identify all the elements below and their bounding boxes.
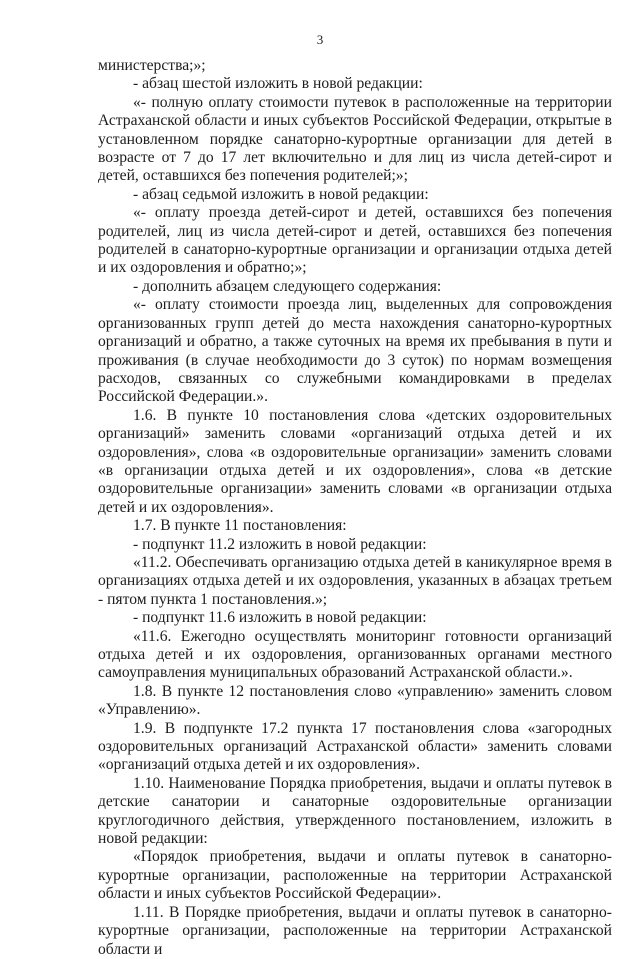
document-paragraph: «- полную оплату стоимости путевок в расположенные на территории Астраханской области и иных субъектов Российской Федерации, открытые в установленном порядке санаторно-курортные организации для детей в возрасте от 7 до 17 лет включительно и для лиц из числа детей-сирот и детей, оставшихся без попечения родителей;»; bbox=[98, 93, 612, 185]
document-paragraph: министерства;»; bbox=[98, 57, 206, 74]
document-paragraph: 1.9. В подпункте 17.2 пункта 17 постановления слова «загородных оздоровительных организаций Астраханской области» заменить словами «организаций отдыха детей и их оздоровления». bbox=[98, 719, 612, 774]
document-paragraph: 1.7. В пункте 11 постановления: bbox=[133, 517, 347, 535]
document-paragraph: - подпункт 11.6 изложить в новой редакции: bbox=[133, 609, 427, 627]
document-paragraph: - дополнить абзацем следующего содержания: bbox=[133, 277, 442, 295]
document-paragraph: «Порядок приобретения, выдачи и оплаты путевок в санаторно-курортные организации, расположенные на территории Астраханской области и иных субъектов Российской Федерации». bbox=[98, 848, 612, 903]
document-paragraph: 1.10. Наименование Порядка приобретения, выдачи и оплаты путевок в детские санатории и санаторные оздоровительные организации круглогодичного действия, утвержденного постановлением, изложить в новой редакции: bbox=[98, 774, 612, 848]
document-paragraph: «- оплату проезда детей-сирот и детей, оставшихся без попечения родителей, лиц из числа детей-сирот и детей, оставшихся без попечения родителей в санаторно-курортные организации и организации отдыха детей и их оздоровления и обратно;»; bbox=[98, 204, 612, 277]
document-paragraph: «11.2. Обеспечивать организацию отдыха детей в каникулярное время в организациях отдыха детей и их оздоровления, указанных в абзацах третьем - пятом пункта 1 постановления.»; bbox=[98, 553, 612, 608]
document-paragraph: «- оплату стоимости проезда лиц, выделенных для сопровождения организованных групп детей до места нахождения санаторно-курортных организаций и обратно, а также суточных на время их пребывания в пути и проживания (в случае необходимости до 3 суток) по нормам возмещения расходов, связанных со служебными командировками в пределах Российской Федерации.». bbox=[98, 296, 612, 406]
document-paragraph: 1.8. В пункте 12 постановления слово «управлению» заменить словом «Управлению». bbox=[98, 682, 612, 719]
document-paragraph: 1.11. В Порядке приобретения, выдачи и оплаты путевок в санаторно-курортные организации, расположенные на территории Астраханской области и bbox=[98, 903, 612, 958]
document-body bbox=[98, 57, 612, 959]
document-paragraph: - абзац шестой изложить в новой редакции: bbox=[133, 75, 423, 93]
document-paragraph: - абзац седьмой изложить в новой редакции: bbox=[133, 185, 429, 203]
document-paragraph: 1.6. В пункте 10 постановления слова «детских оздоровительных организаций» заменить словами «организаций отдыха детей и их оздоровления», слова «в оздоровительные организации» заменить словами «в организации отдыха детей и их оздоровления», слова «в детские оздоровительные организации» заменить словами «в организации отдыха детей и их оздоровления». bbox=[98, 406, 612, 516]
document-paragraph: - подпункт 11.2 изложить в новой редакции: bbox=[133, 535, 427, 553]
page-number: 3 bbox=[316, 32, 324, 47]
document-paragraph: «11.6. Ежегодно осуществлять мониторинг готовности организаций отдыха детей и их оздоровления, организованных органами местного самоуправления муниципальных образований Астраханской области.». bbox=[98, 627, 612, 682]
